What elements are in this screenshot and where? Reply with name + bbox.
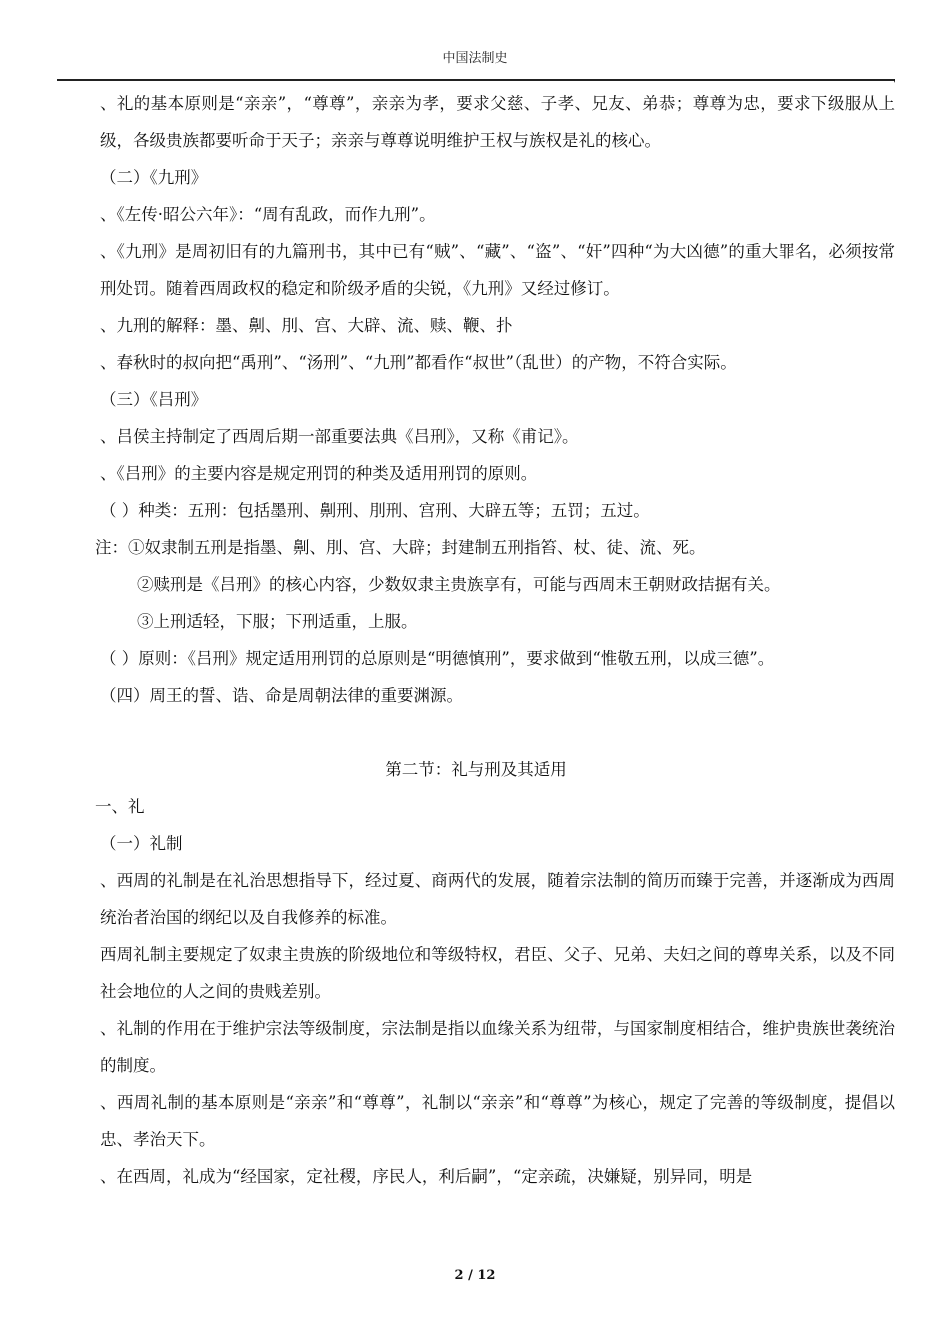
paragraph: 、《吕刑》的主要内容是规定刑罚的种类及适用刑罚的原则。 bbox=[100, 464, 538, 483]
paragraph: 、《左传·昭公六年》：“周有乱政，而作九刑”。 bbox=[100, 205, 436, 224]
paragraph: 、西周的礼制是在礼治思想指导下，经过夏、商两代的发展，随着宗法制的简历而臻于完善，并逐渐成为西周统治者治国的纲纪以及自我修养的标准。 bbox=[100, 871, 895, 927]
paragraph: 、春秋时的叔向把“禹刑”、“汤刑”、“九刑”都看作“叔世”（乱世）的产物，不符合实际。 bbox=[100, 353, 737, 372]
paragraph: （ ）种类：五刑：包括墨刑、劓刑、刖刑、宫刑、大辟五等；五罚；五过。 bbox=[100, 501, 650, 520]
section-heading-lvxing: （三）《吕刑》 bbox=[100, 390, 208, 409]
paragraph: 西周礼制主要规定了奴隶主贵族的阶级地位和等级特权，君臣、父子、兄弟、夫妇之间的尊卑关系，以及不同社会地位的人之间的贵贱差别。 bbox=[100, 945, 895, 1001]
paragraph: 、礼制的作用在于维护宗法等级制度，宗法制是指以血缘关系为纽带，与国家制度相结合，维护贵族世袭统治的制度。 bbox=[100, 1019, 895, 1075]
section-heading-four: （四）周王的誓、诰、命是周朝法律的重要渊源。 bbox=[100, 686, 463, 705]
paragraph: 、《九刑》是周初旧有的九篇刑书，其中已有“贼”、“藏”、“盗”、“奸”四种“为大凶德”的重大罪名，必须按常刑处罚。随着西周政权的稳定和阶级矛盾的尖锐，《九刑》又经过修订。 bbox=[100, 242, 895, 298]
section-heading-jiuxing: （二）《九刑》 bbox=[100, 168, 208, 187]
page-header-title: 中国法制史 bbox=[442, 51, 508, 66]
note-item: ③上刑适轻，下服；下刑适重，上服。 bbox=[137, 612, 418, 631]
paragraph: 、吕侯主持制定了西周后期一部重要法典《吕刑》，又称《甫记》。 bbox=[100, 427, 579, 446]
section-heading-li: 一、礼 bbox=[95, 797, 145, 816]
note-paragraph: 注：①奴隶制五刑是指墨、劓、刖、宫、大辟；封建制五刑指笞、杖、徒、流、死。 bbox=[95, 538, 706, 557]
header-rule bbox=[57, 79, 895, 81]
paragraph: 、礼的基本原则是“亲亲”，“尊尊”，亲亲为孝，要求父慈、子孝、兄友、弟恭；尊尊为忠，要求下级服从上级，各级贵族都要听命于天子；亲亲与尊尊说明维护王权与族权是礼的核心。 bbox=[100, 94, 895, 150]
paragraph: 、西周礼制的基本原则是“亲亲”和“尊尊”，礼制以“亲亲”和“尊尊”为核心，规定了完善的等级制度，提倡以忠、孝治天下。 bbox=[100, 1093, 895, 1149]
paragraph: 、九刑的解释：墨、劓、刖、宫、大辟、流、赎、鞭、扑 bbox=[100, 316, 513, 335]
note-item: ②赎刑是《吕刑》的核心内容，少数奴隶主贵族享有，可能与西周末王朝财政拮据有关。 bbox=[137, 575, 781, 594]
chapter-heading: 第二节：礼与刑及其适用 bbox=[385, 760, 567, 779]
paragraph: 、在西周，礼成为“经国家，定社稷，序民人，利后嗣”，“定亲疏，决嫌疑，别异同，明是 bbox=[100, 1167, 753, 1186]
document-body bbox=[57, 85, 895, 1195]
section-heading-lizhi: （一）礼制 bbox=[100, 834, 183, 853]
paragraph: （ ）原则：《吕刑》规定适用刑罚的总原则是“明德慎刑”，要求做到“惟敬五刑，以成三德”。 bbox=[100, 649, 775, 668]
spacer bbox=[57, 714, 895, 751]
page-number: 2 / 12 bbox=[454, 1268, 496, 1283]
header-rule-mark: ' bbox=[893, 79, 896, 90]
